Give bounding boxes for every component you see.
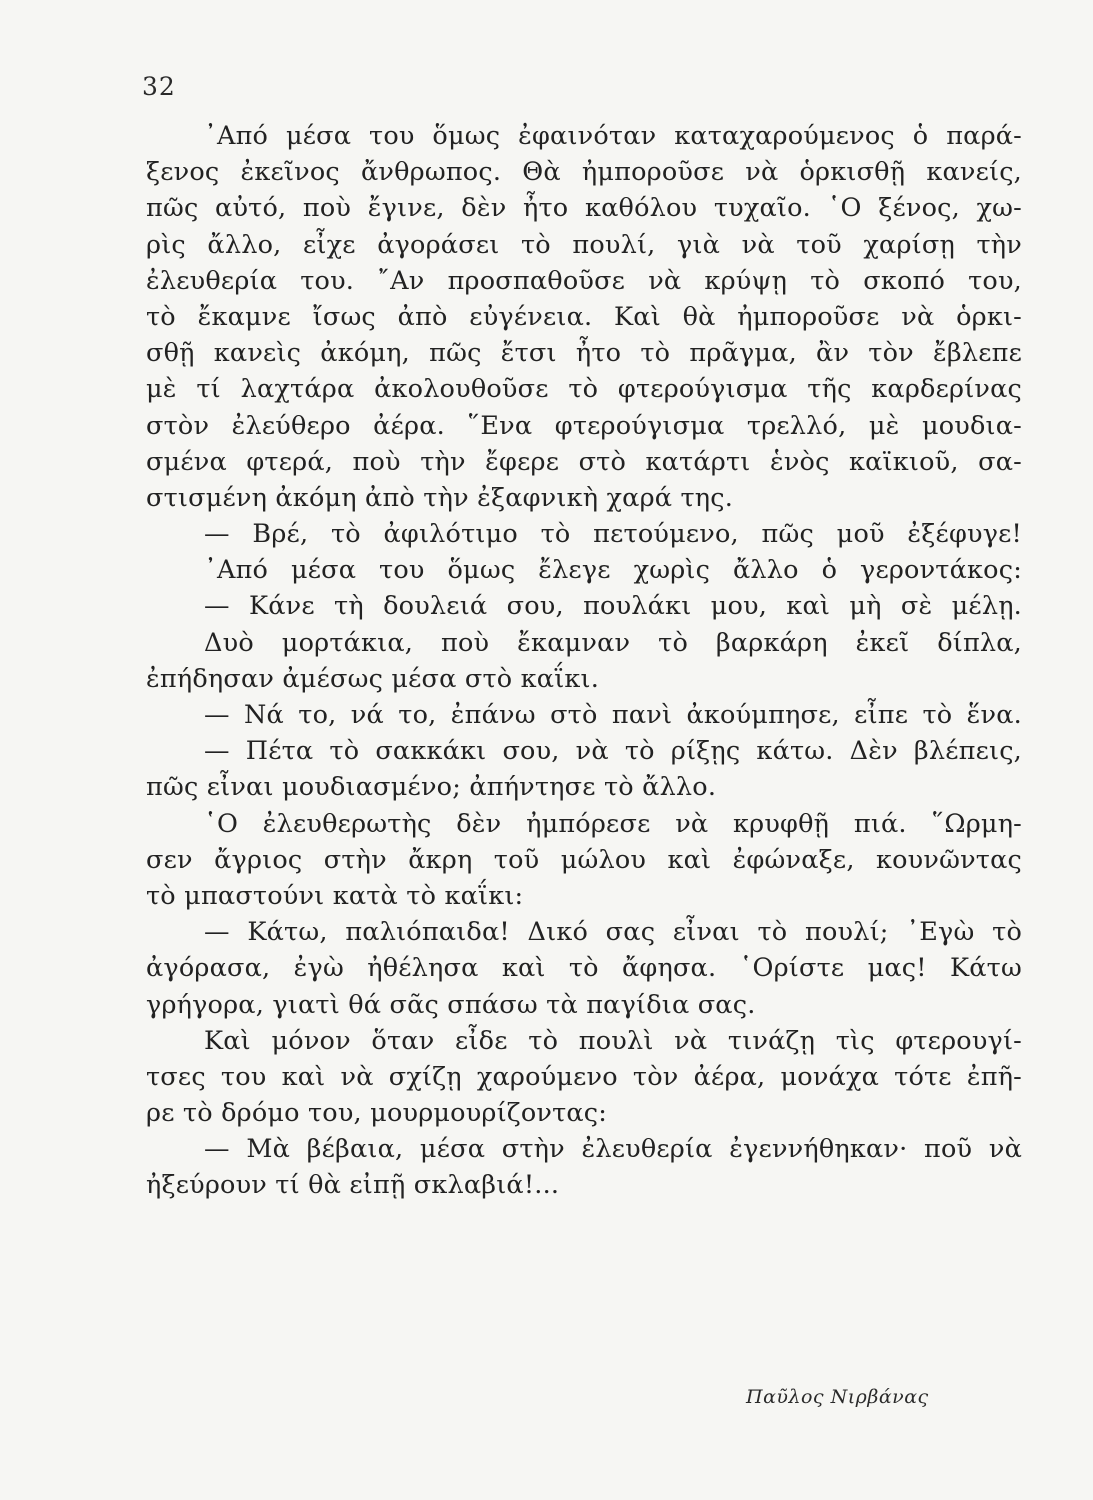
text-line: στὸν ἐλεύθερο ἀέρα. ῞Ενα φτερούγισμα τρελλό, μὲ μουδια- <box>146 410 1022 441</box>
text-line: πῶς εἶναι μουδιασμένο; ἀπήντησε τὸ ἄλλο. <box>146 772 717 803</box>
text-line: — Κάτω, παλιόπαιδα! Δικό σας εἶναι τὸ πουλί; ᾽Εγὼ τὸ <box>204 917 1022 948</box>
text-line: τσες του καὶ νὰ σχίζῃ χαρούμενο τὸν ἀέρα, μονάχα τότε ἐπῆ- <box>146 1061 1022 1092</box>
text-line: μὲ τί λαχτάρα ἀκολουθοῦσε τὸ φτερούγισμα τῆς καρδερίνας <box>146 374 1022 405</box>
text-line: σμένα φτερά, ποὺ τὴν ἔφερε στὸ κατάρτι ἑνὸς καϊκιοῦ, σα- <box>146 446 1022 477</box>
text-line: ᾽Από μέσα του ὅμως ἐφαινόταν καταχαρούμενος ὁ παρά- <box>204 121 1022 151</box>
author-signature: Παῦλος Νιρβάνας <box>746 1386 929 1408</box>
text-line: ᾽Από μέσα του ὅμως ἔλεγε χωρὶς ἄλλο ὁ γεροντάκος: <box>204 555 1022 586</box>
text-line: — Κάνε τὴ δουλειά σου, πουλάκι μου, καὶ μὴ σὲ μέλῃ. <box>204 591 1022 622</box>
text-line: — Νά το, νά το, ἐπάνω στὸ πανὶ ἀκούμπησε, εἶπε τὸ ἕνα. <box>204 700 1022 730</box>
text-line: Καὶ μόνον ὅταν εἶδε τὸ πουλὶ νὰ τινάζῃ τὶς φτερουγί- <box>204 1025 1022 1056</box>
text-line: — Πέτα τὸ σακκάκι σου, νὰ τὸ ρίξῃς κάτω. Δὲν βλέπεις, <box>204 736 1022 767</box>
text-line: ἐπήδησαν ἀμέσως μέσα στὸ καΐκι. <box>146 663 600 694</box>
text-line: ἀγόρασα, ἐγὼ ἠθέλησα καὶ τὸ ἄφησα. ῾Ορίστε μας! Κάτω <box>146 953 1022 984</box>
text-line: γρήγορα, γιατὶ θά σᾶς σπάσω τὰ παγίδια σας. <box>146 989 756 1020</box>
text-line: ῾Ο ἐλευθερωτὴς δὲν ἠμπόρεσε νὰ κρυφθῇ πιά. ῞Ωρμη- <box>204 808 1022 839</box>
text-line: ρε τὸ δρόμο του, μουρμουρίζοντας: <box>146 1098 608 1129</box>
text-line: Δυὸ μορτάκια, ποὺ ἔκαμναν τὸ βαρκάρη ἐκεῖ δίπλα, <box>204 627 1022 658</box>
text-line: στισμένη ἀκόμη ἀπὸ τὴν ἐξαφνικὴ χαρά της. <box>146 482 734 513</box>
text-line: τὸ ἔκαμνε ἴσως ἀπὸ εὐγένεια. Καὶ θὰ ἠμποροῦσε νὰ ὁρκι- <box>146 301 1022 332</box>
text-line: ἠξεύρουν τί θὰ εἰπῇ σκλαβιά!... <box>146 1170 560 1201</box>
text-line: ξενος ἐκεῖνος ἄνθρωπος. Θὰ ἠμποροῦσε νὰ ὁρκισθῇ κανείς, <box>146 157 1022 188</box>
text-line: πῶς αὐτό, ποὺ ἔγινε, δὲν ἦτο καθόλου τυχαῖο. ῾Ο ξένος, χω- <box>146 193 1022 224</box>
text-line: σεν ἄγριος στὴν ἄκρη τοῦ μώλου καὶ ἐφώναξε, κουνῶντας <box>146 844 1022 875</box>
text-line: ρὶς ἄλλο, εἶχε ἀγοράσει τὸ πουλί, γιὰ νὰ τοῦ χαρίσῃ τὴν <box>146 229 1022 260</box>
text-line: — Μὰ βέβαια, μέσα στὴν ἐλευθερία ἐγεννήθηκαν· ποῦ νὰ <box>204 1134 1022 1165</box>
text-line: ἐλευθερία του. ῎Αν προσπαθοῦσε νὰ κρύψῃ τὸ σκοπό του, <box>146 265 1022 296</box>
text-line: τὸ μπαστούνι κατὰ τὸ καΐκι: <box>146 880 524 911</box>
body-text <box>146 118 1022 1204</box>
text-line: — Βρέ, τὸ ἀφιλότιμο τὸ πετούμενο, πῶς μοῦ ἐξέφυγε! <box>204 519 1022 550</box>
page-number: 32 <box>142 72 176 101</box>
text-line: σθῇ κανεὶς ἀκόμη, πῶς ἔτσι ἦτο τὸ πρᾶγμα, ἂν τὸν ἔβλεπε <box>146 338 1022 369</box>
